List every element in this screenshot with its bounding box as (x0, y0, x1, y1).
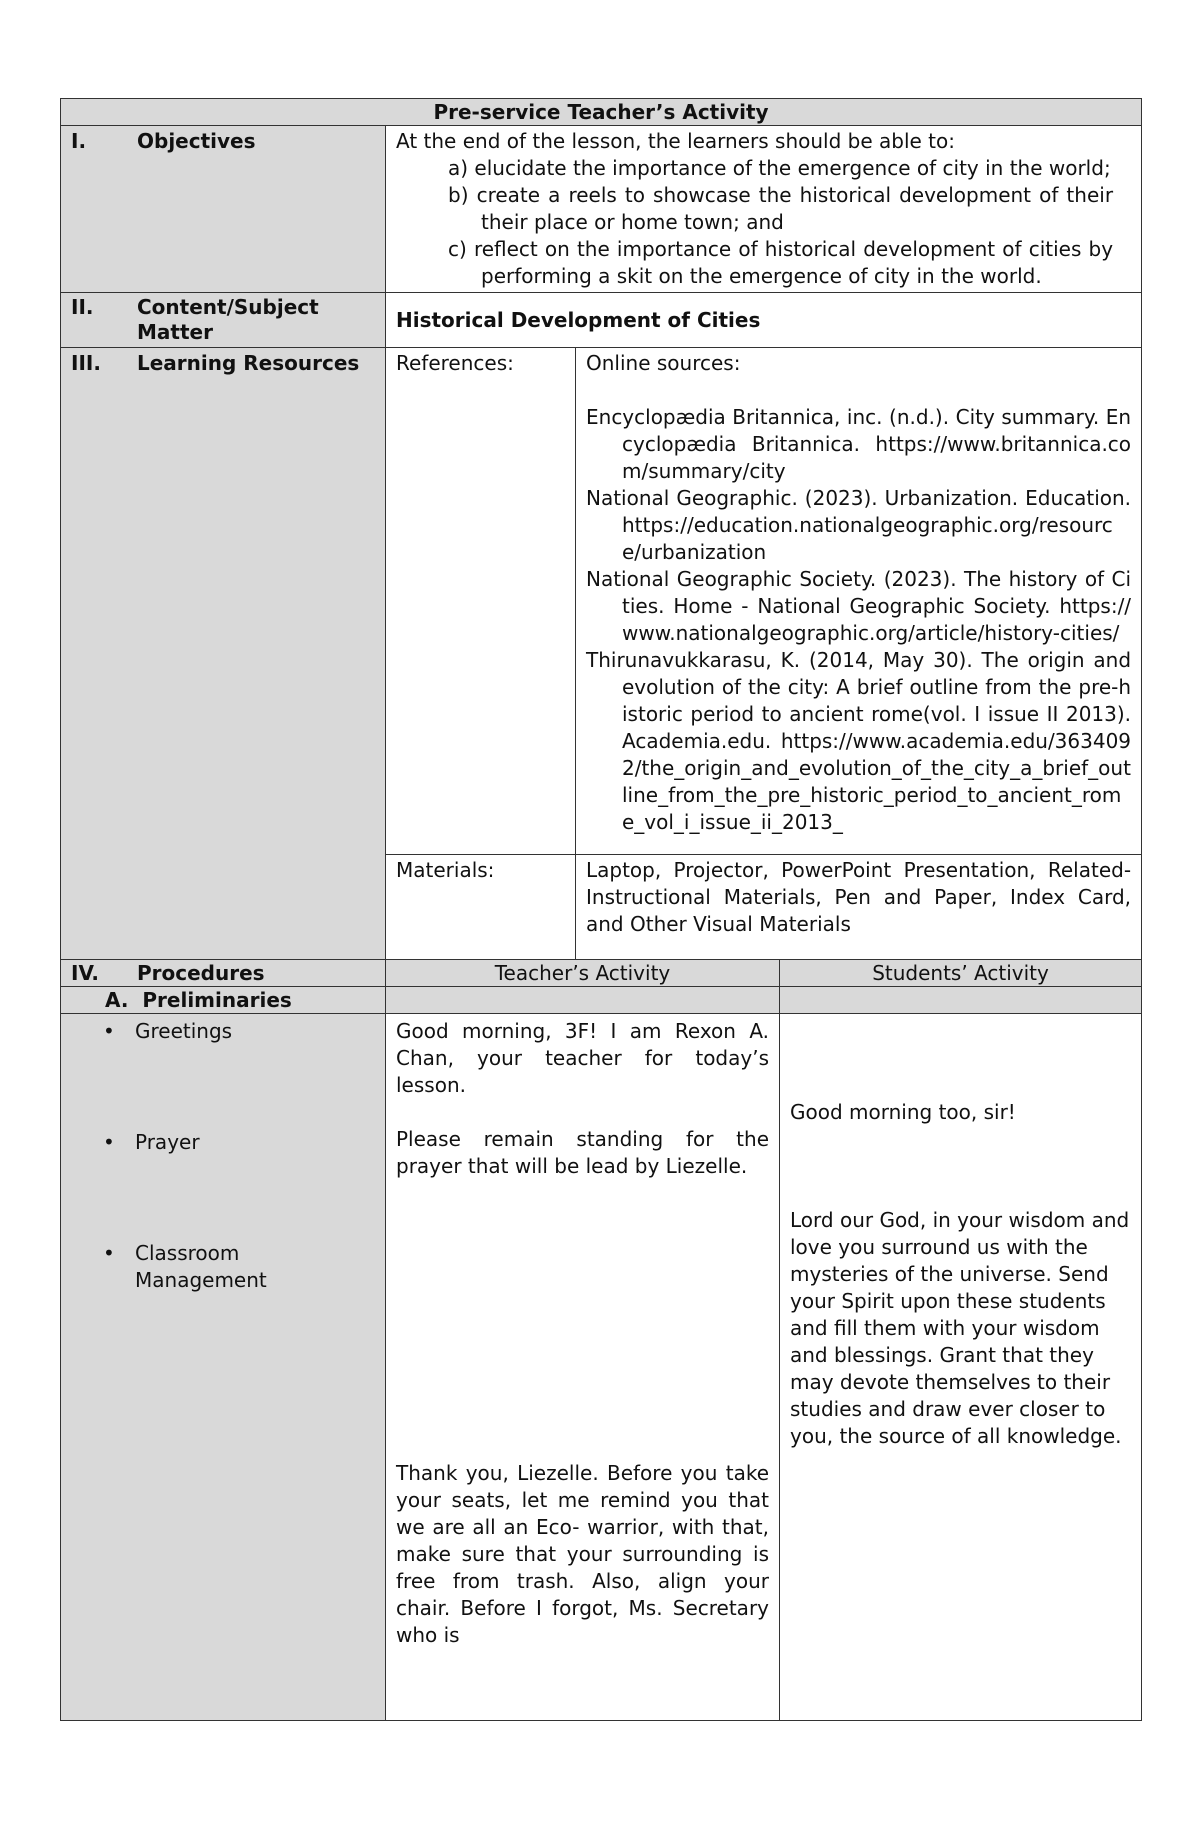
content-label-cell (61, 293, 386, 348)
preliminaries-students-empty (780, 987, 1142, 1014)
objectives-label: Objectives (137, 129, 256, 153)
objectives-row (61, 126, 1142, 293)
objective-item: c) reflect on the importance of historical development of cities by performing a skit on the emergence of city in the world. (448, 237, 1114, 288)
preliminaries-label: A. Preliminaries (61, 987, 386, 1014)
teacher-activity-cell (386, 1014, 780, 1721)
procedures-header-row (61, 960, 1142, 987)
step-greetings: • Greetings (103, 1018, 375, 1045)
students-greeting: Good morning too, sir! (790, 1100, 1016, 1124)
content-number: II. (71, 295, 94, 319)
objectives-label-cell (61, 126, 386, 293)
preliminaries-row (61, 987, 1142, 1014)
students-prayer: Lord our God, in your wisdom and love you surround us with the mysteries of the universe. Send your Spirit upon these students and fill them with your wisdom and blessings. Grant that they may devote themselves to their studies and draw ever closer to you, the source of all knowledge. (790, 1208, 1130, 1448)
preliminaries-steps (71, 1018, 375, 1294)
lesson-plan-page (60, 98, 1141, 1721)
materials-label: Materials: (386, 855, 576, 960)
resources-row (61, 348, 1142, 855)
objectives-list (396, 155, 1113, 290)
procedures-label: Procedures (137, 961, 265, 985)
preliminaries-content-row (61, 1014, 1142, 1721)
preliminaries-steps-cell (61, 1014, 386, 1721)
materials-value: Laptop, Projector, PowerPoint Presentation, Related-Instructional Materials, Pen and Paper, Index Card, and Other Visual Materials (576, 855, 1142, 960)
teacher-activity-header: Teacher’s Activity (386, 960, 780, 987)
students-activity-cell (780, 1014, 1142, 1721)
step-prayer: • Prayer (103, 1129, 375, 1156)
lesson-plan-table (60, 98, 1142, 1721)
resources-number: III. (71, 351, 101, 375)
table-title: Pre-service Teacher’s Activity (61, 99, 1142, 126)
title-row (61, 99, 1142, 126)
reference-entry: National Geographic Society. (2023). The history of Cities. Home - National Geographic Society. https://www.nationalgeographic.org/article/history-cities/ (586, 567, 1132, 645)
procedures-label-cell (61, 960, 386, 987)
objectives-content (386, 126, 1142, 293)
resources-label: Learning Resources (137, 351, 360, 375)
students-activity-header: Students’ Activity (780, 960, 1142, 987)
reference-entry: National Geographic. (2023). Urbanization. Education. https://education.nationalgeographic.org/resource/urbanization (586, 486, 1132, 564)
objectives-number: I. (71, 129, 87, 153)
teacher-prayer: Please remain standing for the prayer that will be lead by Liezelle. (396, 1127, 769, 1178)
teacher-greeting: Good morning, 3F! I am Rexon A. Chan, your teacher for today’s lesson. (396, 1019, 769, 1097)
content-row (61, 293, 1142, 348)
objectives-intro: At the end of the lesson, the learners should be able to: (396, 129, 955, 153)
reference-entry: Thirunavukkarasu, K. (2014, May 30). The origin and evolution of the city: A brief outline from the pre-historic period to ancient rome(vol. I issue II 2013). Academia.edu. https://www.academia.edu/3634092/the_origin_and_evolution_of_the_city_a_brief_outline_from_the_pre_historic_period_to_ancient_rome_vol_i_issue_ii_2013_ (586, 648, 1132, 834)
teacher-classroom-management: Thank you, Liezelle. Before you take your seats, let me remind you that we are all an Eco- warrior, with that, make sure that your surrounding is free from trash. Also, align your chair. Before I forgot, Ms. Secretary who is (396, 1461, 769, 1647)
content-value: Historical Development of Cities (386, 293, 1142, 348)
references-label: References: (386, 348, 576, 855)
references-cell (576, 348, 1142, 855)
objective-item: b) create a reels to showcase the historical development of their their place or home town; and (448, 183, 1114, 234)
resources-label-cell (61, 348, 386, 960)
reference-entry: Encyclopædia Britannica, inc. (n.d.). City summary. Encyclopædia Britannica. https://www.britannica.com/summary/city (586, 405, 1132, 483)
online-sources-label: Online sources: (586, 351, 741, 375)
procedures-number: IV. (71, 961, 99, 985)
content-label: Content/Subject Matter (137, 295, 319, 344)
objective-item: a) elucidate the importance of the emergence of city in the world; (448, 156, 1111, 180)
preliminaries-teacher-empty (386, 987, 780, 1014)
step-classroom-management: • Classroom Management (103, 1240, 285, 1294)
